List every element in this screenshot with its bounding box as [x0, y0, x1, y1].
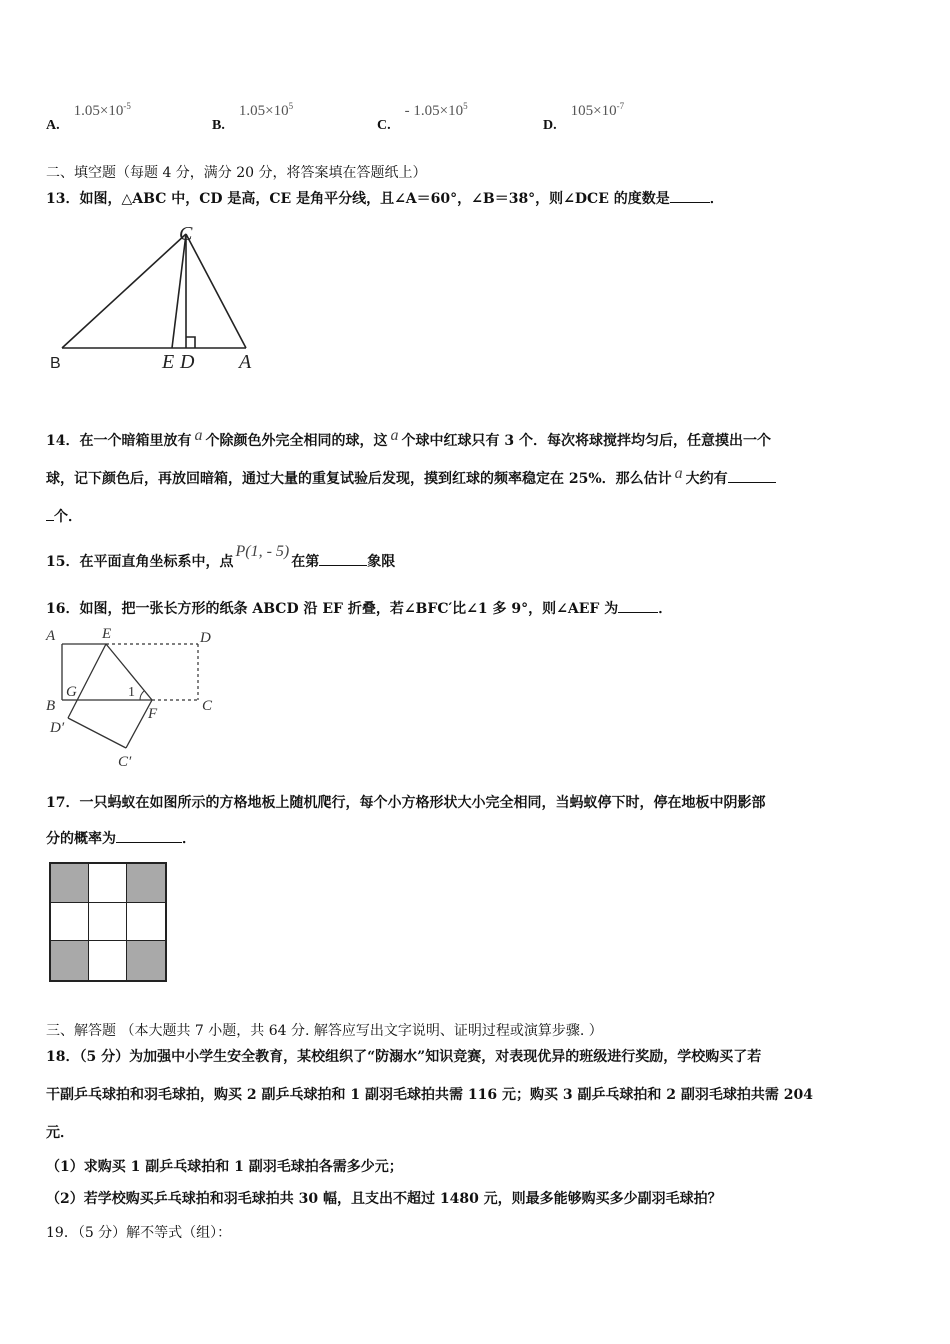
option-label: D.: [543, 118, 557, 133]
q14-line1: 14．在一个暗箱里放有 a 个除颜色外完全相同的球，这 a 个球中红球只有 3 个．每次将球搅拌均匀后，任意摸出一个: [46, 427, 771, 449]
q16-text: 16．如图，把一张长方形的纸条 ABCD 沿 EF 折叠，若∠BFC′比∠1 多 9°，则∠AEF 为 ．: [46, 601, 673, 617]
label-c: C: [179, 223, 193, 245]
option-label: C.: [377, 118, 391, 133]
option-label: B.: [212, 118, 225, 133]
q19-text: 19．（5 分）解不等式（组）：: [46, 1225, 232, 1241]
label-angle-1: 1: [128, 685, 135, 700]
edge-ed-prime: [68, 644, 106, 718]
blank-tile: [51, 903, 89, 942]
shaded-tile: [51, 864, 89, 903]
option-value: $1.05\times 10^5$: [238, 101, 294, 119]
blank-tile: [127, 903, 165, 942]
option-value: $1.05\times 10^{-5}$: [73, 101, 131, 119]
option-b[interactable]: [212, 101, 294, 134]
side-bc: [62, 234, 186, 348]
q14-line3: 个．: [46, 506, 82, 526]
q18-sub1: （1）求购买 1 副乒乓球拍和 1 副羽毛球拍各需多少元；: [46, 1159, 403, 1175]
edge-dprime-cprime: [68, 718, 126, 748]
q18-line2: 干副乒乓球拍和羽毛球拍，购买 2 副乒乓球拍和 1 副羽毛球拍共需 116 元；购买 3 副乒乓球拍和 2 副羽毛球拍共需 204: [46, 1087, 814, 1103]
label-c-prime: C′: [118, 754, 132, 770]
point-p: P(1, - 5): [235, 543, 290, 560]
label-c: C: [202, 698, 213, 714]
option-value: - $1.05\times 10^5$: [404, 101, 468, 119]
option-a[interactable]: [46, 101, 131, 134]
q14-line2: 球，记下颜色后，再放回暗箱，通过大量的重复试验后发现，摸到红球的频率稳定在 25%．那么估计 a 大约有: [46, 468, 776, 488]
option-value: $105\times 10^{-7}$: [570, 101, 625, 119]
option-d[interactable]: [543, 101, 625, 134]
label-d-prime: D′: [50, 720, 65, 736]
option-c[interactable]: [377, 101, 468, 134]
shaded-tile: [127, 864, 165, 903]
label-d: D: [200, 630, 211, 646]
label-b: B: [50, 355, 61, 372]
label-d: D: [180, 351, 195, 373]
option-label: A.: [46, 118, 60, 133]
label-b: B: [46, 698, 56, 714]
q15-text: 15．在平面直角坐标系中，点P(1, - 5)在第 象限: [46, 543, 396, 570]
segment-ce: [172, 234, 186, 348]
label-a: A: [46, 628, 56, 644]
q18-line3: 元．: [46, 1125, 74, 1141]
q17-tile-grid: [49, 862, 167, 982]
q18-line1: 18．（5 分）为加强中小学生安全教育，某校组织了“防溺水”知识竞赛，对表现优异的班级进行奖励，学校购买了若: [46, 1049, 762, 1065]
q17-line1: 17．一只蚂蚁在如图所示的方格地板上随机爬行，每个小方格形状大小完全相同，当蚂蚁停下时，停在地板中阴影部: [46, 795, 766, 811]
q13-triangle-figure: [40, 222, 270, 382]
section3-heading: 三、解答题 （本大题共 7 小题，共 64 分. 解答应写出文字说明、证明过程或演算步骤. ）: [46, 1023, 603, 1039]
label-a: A: [239, 351, 252, 373]
angle-1-arc: [140, 691, 144, 700]
q13-text: 13．如图，△ABC 中，CD 是高，CE 是角平分线，且∠A＝60°，∠B＝38°，则∠DCE 的度数是 ．: [46, 191, 724, 207]
blank-tile: [89, 941, 127, 980]
q17-line2: 分的概率为 ．: [46, 831, 196, 847]
shaded-tile: [127, 941, 165, 980]
q16-fold-figure: [42, 624, 242, 772]
section2-heading: 二、填空题（每题 4 分，满分 20 分，将答案填在答题纸上）: [46, 165, 427, 181]
label-e: E: [162, 351, 175, 373]
blank-tile: [89, 903, 127, 942]
right-angle-mark: [186, 337, 195, 348]
side-ca: [186, 234, 246, 348]
q18-sub2: （2）若学校购买乒乓球拍和羽毛球拍共 30 幅，且支出不超过 1480 元，则最多能够购买多少副羽毛球拍？: [46, 1191, 722, 1207]
shaded-tile: [51, 941, 89, 980]
blank-tile: [89, 864, 127, 903]
label-f: F: [148, 706, 158, 722]
label-e: E: [102, 626, 112, 642]
label-g: G: [66, 684, 77, 700]
